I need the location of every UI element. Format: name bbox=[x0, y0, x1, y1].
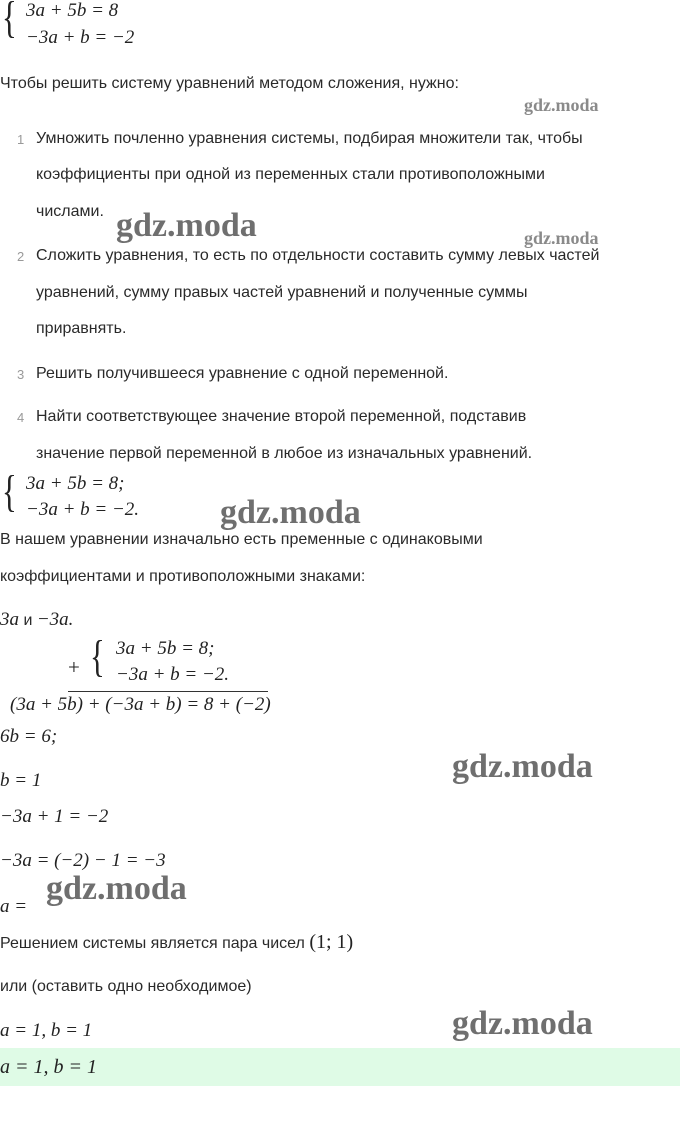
system1-eq1: 3a + 5b = 8 bbox=[26, 0, 119, 21]
watermark: gdz.moda bbox=[452, 748, 593, 785]
math-line: b = 1 bbox=[0, 770, 42, 791]
coef-and: и bbox=[19, 612, 37, 629]
step-line: значение первой переменной в любое из изначальных уравнений. bbox=[36, 445, 533, 462]
system-brace: { bbox=[2, 0, 17, 42]
math-line: −3a = (−2) − 1 = −3 bbox=[0, 850, 166, 871]
addition-eq1: 3a + 5b = 8; bbox=[116, 638, 215, 659]
answer-line-highlighted: a = 1, b = 1 bbox=[0, 1056, 97, 1078]
step-line: Сложить уравнения, то есть по отдельности составить сумму левых частей bbox=[36, 247, 600, 264]
answer-line: a = 1, b = 1 bbox=[0, 1020, 93, 1041]
step-line: Решить получившееся уравнение с одной переменной. bbox=[36, 365, 449, 382]
or-text: или (оставить одно необходимое) bbox=[0, 978, 252, 995]
step-number: 1 bbox=[17, 132, 25, 147]
watermark: gdz.moda bbox=[116, 207, 257, 244]
step-line: Умножить почленно уравнения системы, подбирая множители так, чтобы bbox=[36, 130, 583, 147]
coef-left: 3a bbox=[0, 609, 19, 630]
watermark: gdz.moda bbox=[46, 870, 187, 907]
explain-line: В нашем уравнении изначально есть пременные с одинаковыми bbox=[0, 531, 483, 548]
step-number: 2 bbox=[17, 249, 25, 264]
step-line: Найти соответствующее значение второй переменной, подставив bbox=[36, 408, 527, 425]
answer-highlight bbox=[0, 1048, 680, 1086]
solution-text: Решением системы является пара чисел bbox=[0, 935, 305, 952]
step-number: 3 bbox=[17, 367, 25, 382]
math-line: −3a + 1 = −2 bbox=[0, 806, 109, 827]
system1-eq2: −3a + b = −2 bbox=[26, 27, 135, 48]
plus-sign: + bbox=[68, 655, 80, 679]
explain-line: коэффициентами и противоположными знаками: bbox=[0, 568, 366, 585]
addition-sum: (3a + 5b) + (−3a + b) = 8 + (−2) bbox=[10, 694, 271, 715]
step-line: числами. bbox=[36, 203, 104, 220]
system2-eq1: 3a + 5b = 8; bbox=[26, 473, 125, 494]
step-number: 4 bbox=[17, 410, 25, 425]
coef-right: −3a. bbox=[36, 609, 74, 630]
math-line: a = bbox=[0, 896, 28, 917]
step-line: коэффициенты при одной из переменных стали противоположными bbox=[36, 166, 545, 183]
watermark: gdz.moda bbox=[452, 1005, 593, 1042]
watermark: gdz.moda bbox=[220, 494, 361, 531]
intro-text: Чтобы решить систему уравнений методом сложения, нужно: bbox=[0, 75, 459, 92]
addition-line bbox=[68, 691, 268, 692]
system2-eq2: −3a + b = −2. bbox=[26, 499, 140, 520]
addition-eq2: −3a + b = −2. bbox=[116, 664, 230, 685]
coef-line bbox=[0, 609, 73, 631]
solution-line bbox=[0, 931, 353, 954]
system-brace: { bbox=[2, 467, 17, 516]
step-line: приравнять. bbox=[36, 320, 127, 337]
solution-pair: (1; 1) bbox=[309, 931, 354, 953]
watermark: gdz.moda bbox=[524, 228, 599, 248]
math-line: 6b = 6; bbox=[0, 726, 58, 747]
step-line: уравнений, сумму правых частей уравнений и полученные суммы bbox=[36, 284, 528, 301]
system-brace: { bbox=[90, 632, 105, 681]
watermark: gdz.moda bbox=[524, 95, 599, 115]
